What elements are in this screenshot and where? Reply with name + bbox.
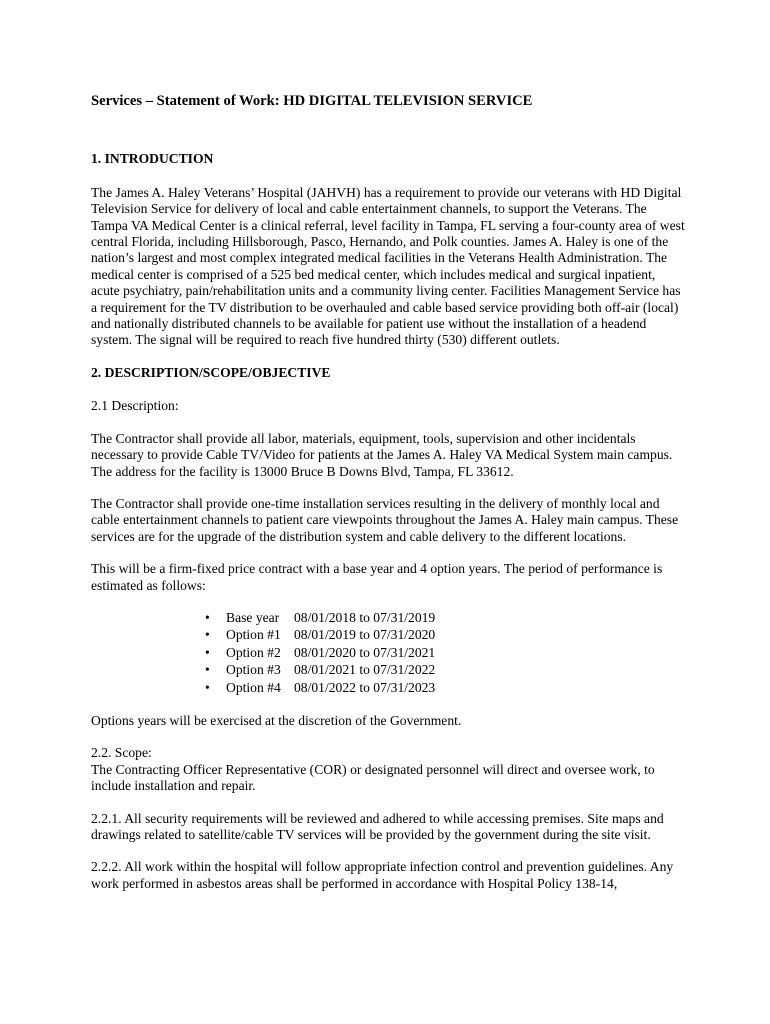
bullet-icon: • [205, 609, 210, 625]
bullet-icon: • [205, 627, 210, 643]
list-item [205, 680, 686, 697]
bullet-icon: • [205, 644, 210, 660]
document-page [91, 93, 686, 908]
scope-paragraph: The Contracting Officer Representative (COR) or designated personnel will direct and oversee work, to include installation and repair. [91, 761, 655, 794]
description-label: 2.1 Description: [91, 398, 179, 414]
description-paragraph-3: This will be a firm-fixed price contract with a base year and 4 option years. The period of performance is estimated as follows: [91, 561, 663, 593]
list-item [205, 645, 686, 662]
option-label: Option #1 [226, 627, 281, 643]
option-period: 08/01/2021 to 07/31/2022 [294, 662, 436, 678]
option-label: Option #3 [226, 662, 281, 678]
option-period: 08/01/2018 to 07/31/2019 [294, 609, 436, 625]
option-label: Option #2 [226, 644, 281, 660]
list-item [205, 610, 686, 627]
options-exercise-paragraph: Options years will be exercised at the discretion of the Government. [91, 712, 462, 728]
option-period: 08/01/2020 to 07/31/2021 [294, 644, 436, 660]
description-paragraph-1: The Contractor shall provide all labor, materials, equipment, tools, supervision and other incidentals necessary to provide Cable TV/Video for patients at the James A. Haley VA Medical System main campus. The address for the facility is 13000 Bruce B Downs Blvd, Tampa, FL 33612. [91, 430, 673, 479]
section-1-heading: 1. INTRODUCTION [91, 151, 214, 167]
bullet-icon: • [205, 662, 210, 678]
description-paragraph-2: The Contractor shall provide one-time installation services resulting in the delivery of monthly local and cable entertainment channels to patient care viewpoints throughout the James A. Haley main campus. These services are for the upgrade of the distribution system and cable delivery to the different locations. [91, 495, 679, 544]
security-paragraph: 2.2.1. All security requirements will be reviewed and adhered to while accessing premises. Site maps and drawings related to satellite/cable TV services will be provided by the government during the site visit. [91, 810, 664, 842]
option-label: Option #4 [226, 679, 281, 695]
list-item [205, 627, 686, 644]
option-period: 08/01/2022 to 07/31/2023 [294, 679, 436, 695]
document-title: Services – Statement of Work: HD DIGITAL TELEVISION SERVICE [91, 93, 533, 109]
option-period: 08/01/2019 to 07/31/2020 [294, 627, 436, 643]
option-label: Base year [226, 609, 280, 625]
option-years-list [91, 610, 686, 697]
introduction-paragraph: The James A. Haley Veterans’ Hospital (JAHVH) has a requirement to provide our veterans with HD Digital Television Service for delivery of local and cable entertainment channels, to support the Veterans. The Tampa VA Medical Center is a clinical referral, level facility in Tampa, FL serving a four-county area of west central Florida, including Hillsborough, Pasco, Hernando, and Polk counties. James A. Haley is one of the nation’s largest and most complex integrated medical facilities in the Veterans Health Administration. The medical center is comprised of a 525 bed medical center, which includes medical and surgical inpatient, acute psychiatry, pain/rehabilitation units and a community living center. Facilities Management Service has a requirement for the TV distribution to be overhauled and cable based service providing both off-air (local) and nationally distributed channels to be available for patient use without the installation of a headend system. The signal will be required to reach five hundred thirty (530) different outlets. [91, 184, 685, 348]
bullet-icon: • [205, 679, 210, 695]
list-item [205, 662, 686, 679]
scope-label: 2.2. Scope: [91, 745, 152, 761]
section-2-heading: 2. DESCRIPTION/SCOPE/OBJECTIVE [91, 364, 331, 380]
infection-control-paragraph: 2.2.2. All work within the hospital will follow appropriate infection control and prevention guidelines. Any work performed in asbestos areas shall be performed in accordance with Hospital Policy 138-14, [91, 859, 674, 891]
